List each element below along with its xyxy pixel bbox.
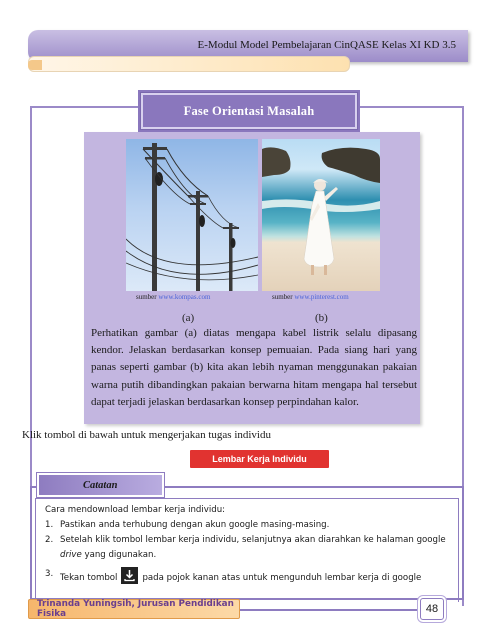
page-number-text: 48: [425, 603, 439, 615]
section-title: [141, 93, 357, 129]
header-sub-bar: [28, 56, 350, 72]
list-item: [45, 533, 455, 563]
list-item-text-before: Setelah klik tombol lembar kerja individu, selanjutnya akan diarahkan ke halaman google: [60, 535, 446, 545]
list-item-text-italic: drive: [60, 550, 82, 560]
list-item-text-after: pada pojok kanan atas untuk mengunduh lembar kerja di google: [142, 573, 422, 583]
list-item-number: 2.: [45, 535, 54, 545]
power-lines-photo: [126, 139, 258, 291]
lembar-kerja-individu-button[interactable]: Lembar Kerja Individu: [190, 450, 329, 468]
source-a: [136, 293, 210, 301]
list-item-text: Pastikan anda terhubung dengan akun google masing-masing.: [60, 520, 330, 530]
source-link-a[interactable]: www.kompas.com: [158, 293, 211, 301]
list-item-text-before: Tekan tombol: [60, 573, 118, 583]
power-lines-illustration: [126, 139, 258, 291]
beach-illustration: [262, 139, 380, 291]
section-title-text: Fase Orientasi Masalah: [183, 103, 315, 118]
header-sub-accent: [28, 60, 42, 70]
notes-list: [45, 518, 455, 586]
footer-author: [28, 599, 240, 619]
problem-text: Perhatikan gambar (a) diatas mengapa kabel listrik selalu dipasang kendor. Jelaskan berdasarkan konsep pemuaian. Pada siang hari yang panas seperti gambar (b) kita akan lebih nyaman menggunakan pakaian warna putih dibandingkan pakaian berwarna hitam mengapa hal tersebut dapat terjadi jelaskan berdasarkan konsep perpindahan kalor.: [91, 327, 417, 408]
beach-woman-photo: [262, 139, 380, 291]
notes-tab: [37, 473, 164, 497]
list-item-number: 1.: [45, 520, 54, 530]
instruction-text: Klik tombol di bawah untuk mengerjakan tugas individu: [22, 429, 271, 441]
source-label-a: sumber: [136, 293, 157, 301]
list-item-text: [60, 533, 455, 563]
caption-a: (a): [182, 312, 195, 324]
list-item-text: [60, 567, 455, 586]
list-item: [45, 567, 455, 586]
module-title: E-Modul Model Pembelajaran CinQASE Kelas XI KD 3.5: [197, 39, 456, 51]
footer-divider: [240, 609, 420, 611]
source-label-b: sumber: [272, 293, 293, 301]
caption-b: (b): [315, 312, 328, 324]
footer-author-text: Trinanda Yuningsih, Jurusan Pendidikan Fisika: [37, 599, 234, 619]
list-item: [45, 518, 455, 533]
download-icon: [121, 567, 138, 584]
source-b: [272, 293, 349, 301]
page-number: [420, 598, 444, 620]
notes-tab-label: Catatan: [83, 479, 118, 491]
list-item-number: 3.: [45, 569, 54, 579]
list-item-text-after: yang digunakan.: [81, 550, 157, 560]
notes-intro: Cara mendownload lembar kerja individu:: [45, 505, 226, 515]
source-link-b[interactable]: www.pinterest.com: [294, 293, 349, 301]
